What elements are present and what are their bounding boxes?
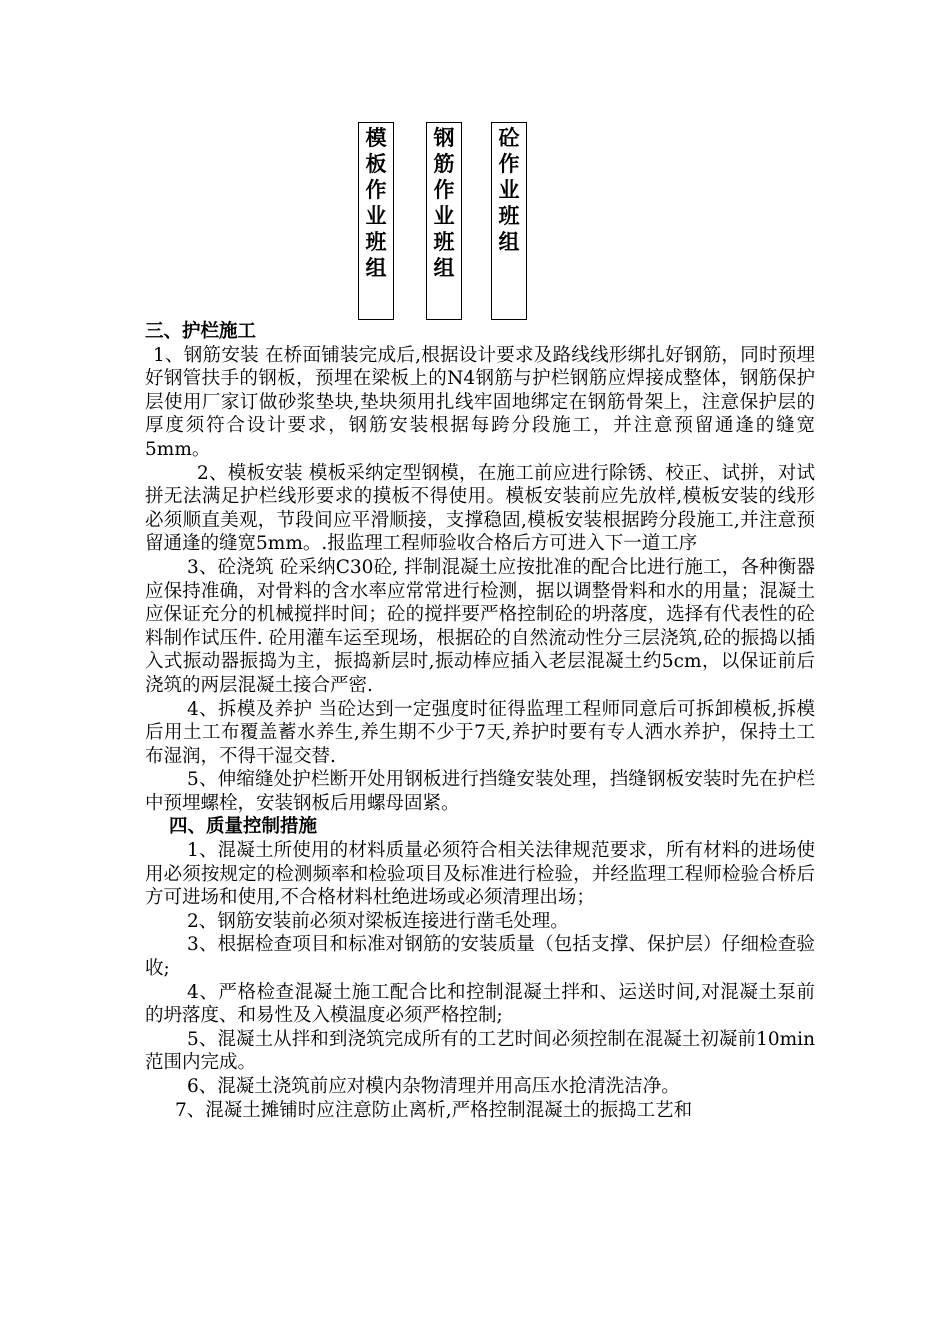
paragraph-concrete-pouring: 3、砼浇筑 砼采纳C30砼, 拌制混凝土应按批准的配合比进行施工，各种衡器应保持准确，对骨料的含水率应常常进行检测，据以调整骨料和水的用量；混凝土应保证充分的机械搅拌时间；砼的搅拌要严格控制砼的坍落度，选择有代表性的砼料制作试压件. 砼用灌车运至现场，根据砼的自然流动性分三层浇筑,砼的振捣以插入式振动器振捣为主，振捣新层时,振动棒应插入老层混凝土约5cm，以保证前后浇筑的两层混凝土接合严密. <box>145 556 815 696</box>
paragraph-qc-materials: 1、混凝土所使用的材料质量必须符合相关法律规范要求，所有材料的进场使用必须按规定的检测频率和检验项目及标准进行检验，并经监理工程师检验合桥后方可进场和使用,不合格材料杜绝进场或必须清理出场； <box>145 840 815 909</box>
paragraph-qc-mix-ratio: 4、严格检查混凝土施工配合比和控制混凝土拌和、运送时间,对混凝土泵前的坍落度、和易性及入模温度必须严格控制; <box>145 981 815 1027</box>
team-box-char: 班 <box>365 230 387 254</box>
team-box-rebar <box>426 122 462 320</box>
team-box-char: 业 <box>365 204 387 228</box>
team-box-char: 业 <box>433 204 455 228</box>
team-box-char: 板 <box>365 152 387 176</box>
paragraph-expansion-joint: 5、伸缩缝处护栏断开处用钢板进行挡缝安装处理，挡缝钢板安装时先在护栏中预埋螺栓，安装钢板后用螺母固紧。 <box>145 769 815 814</box>
paragraph-qc-timing: 5、混凝土从拌和到浇筑完成所有的工艺时间必须控制在混凝土初凝前10min范围内完成。 <box>145 1028 815 1074</box>
document-body <box>145 320 815 1122</box>
team-box-char: 班 <box>433 230 455 254</box>
team-box-char: 作 <box>433 178 455 202</box>
paragraph-qc-rebar-check: 3、根据检查项目和标准对钢筋的安装质量（包括支撑、保护层）仔细检查验收; <box>145 934 815 980</box>
team-box-char: 业 <box>498 178 520 202</box>
team-box-char: 组 <box>498 230 520 254</box>
paragraph-qc-cleaning: 6、混凝土浇筑前应对模内杂物清理并用高压水抢清洗洁净。 <box>187 1076 680 1097</box>
paragraph-formwork-installation: 2、模板安装 模板采纳定型钢模，在施工前应进行除锈、校正、试拼，对试拼无法满足护栏线形要求的摸板不得使用。模板安装前应先放样,模板安装的线形必须顺直美观，节段间应平滑顺接，支撑稳固,模板安装根据跨分段施工,并注意预留通逢的缝宽5mm。.报监理工程师验收合格后方可进入下一道工序 <box>145 462 815 555</box>
team-box-formwork <box>358 122 394 320</box>
team-box-char: 作 <box>365 178 387 202</box>
section-heading-guardrail: 三、护栏施工 <box>145 321 257 342</box>
team-box-char: 组 <box>433 256 455 280</box>
team-box-char: 班 <box>498 204 520 228</box>
team-box-concrete <box>491 122 527 320</box>
team-box-char: 模 <box>365 126 387 150</box>
team-box-char: 筋 <box>433 152 455 176</box>
paragraph-qc-roughening: 2、钢筋安装前必须对梁板连接进行凿毛处理。 <box>187 910 569 932</box>
paragraph-form-removal-curing: 4、拆模及养护 当砼达到一定强度时征得监理工程师同意后可拆卸模板,拆模后用土工布覆盖蓄水养生,养生期不少于7天,养护时要有专人洒水养护，保持土工布湿润，不得干湿交替. <box>145 698 815 767</box>
section-heading-quality-control: 四、质量控制措施 <box>169 816 318 838</box>
team-box-char: 组 <box>365 256 387 280</box>
team-box-char: 砼 <box>498 126 520 150</box>
team-box-char: 钢 <box>433 126 455 150</box>
paragraph-rebar-installation: 1、钢筋安装 在桥面铺装完成后,根据设计要求及路线线形绑扎好钢筋，同时预埋好钢管扶手的钢板，预埋在梁板上的N4钢筋与护栏钢筋应焊接成整体，钢筋保护层使用厂家订做砂浆垫块,垫块须用扎线牢固地绑定在钢筋骨架上，注意保护层的厚度须符合设计要求，钢筋安装根据每跨分段施工，并注意预留通逢的缝宽5mm。 <box>145 344 815 460</box>
team-box-char: 作 <box>498 152 520 176</box>
paragraph-qc-segregation: 7、混凝土摊铺时应注意防止离析,严格控制混凝土的振捣工艺和 <box>175 1099 693 1121</box>
